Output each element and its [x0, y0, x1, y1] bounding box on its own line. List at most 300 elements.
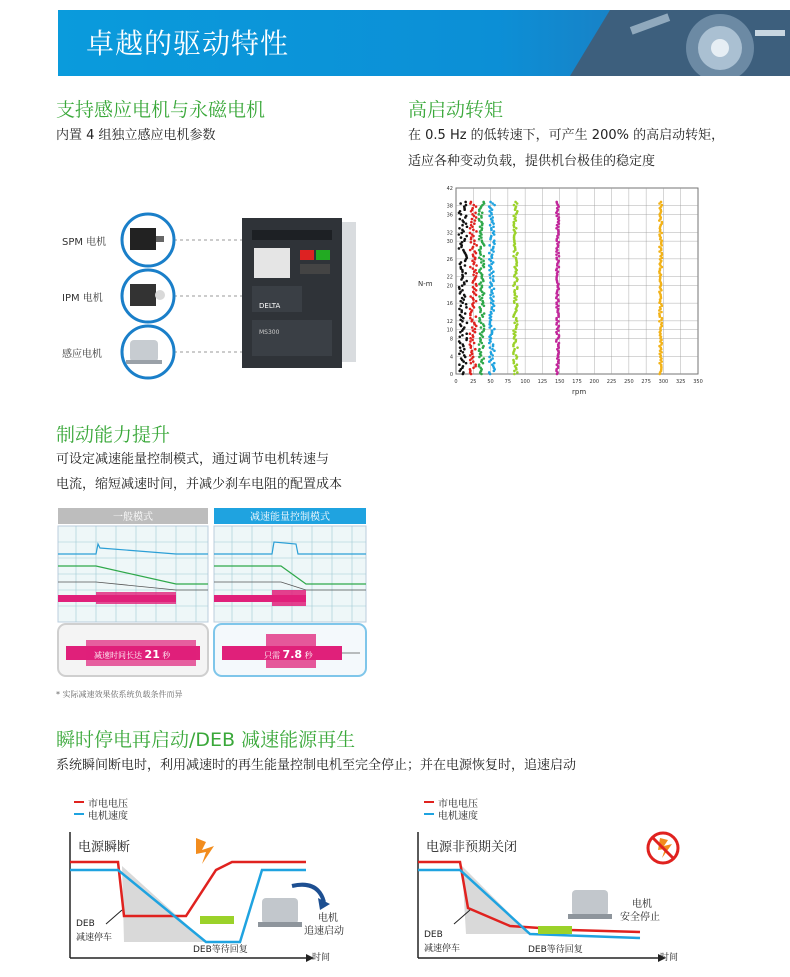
deb-wait-bar [538, 926, 572, 934]
y-tick-label: 10 [446, 327, 453, 334]
data-point [515, 317, 518, 320]
data-point [512, 255, 515, 258]
stop-label-line1: 电机 [632, 899, 652, 910]
left-deb-wait-label: DEB等待回复 [193, 945, 248, 955]
x-tick-label: 50 [487, 379, 494, 385]
torque-section-title: 高启动转矩 [408, 99, 504, 121]
data-point [459, 318, 462, 321]
data-point [464, 201, 467, 204]
data-point [458, 336, 461, 339]
x-tick-labels [454, 379, 702, 385]
data-point [478, 213, 481, 216]
data-point [464, 264, 467, 267]
data-point [472, 204, 475, 207]
y-axis-label: N-m [418, 280, 433, 288]
data-point [462, 343, 465, 346]
data-point [459, 349, 462, 352]
data-point [480, 281, 483, 284]
data-point [465, 362, 468, 365]
data-point [458, 363, 461, 366]
data-point [492, 270, 495, 273]
data-point [474, 348, 477, 351]
data-point [475, 216, 478, 219]
data-point [474, 328, 477, 331]
data-point [474, 219, 477, 222]
data-point [481, 239, 484, 242]
data-point [658, 233, 661, 236]
x-tick-label: 125 [537, 379, 548, 385]
data-point [480, 221, 483, 224]
data-point [465, 280, 468, 283]
data-point [513, 373, 516, 376]
data-point [458, 247, 461, 250]
data-point [489, 201, 492, 204]
energy-callout-text: 只需 7.8 秒 [264, 648, 313, 661]
data-point [481, 314, 484, 317]
data-point [488, 286, 491, 289]
data-point [489, 346, 492, 349]
data-point [473, 239, 476, 242]
restart-label-line2: 追速启动 [304, 926, 344, 937]
data-point [489, 281, 492, 284]
data-point [513, 348, 516, 351]
data-point [661, 322, 664, 325]
data-point [490, 311, 493, 314]
data-point [558, 342, 561, 345]
left-time-label: 时间 [312, 953, 331, 963]
data-point [471, 213, 474, 216]
x-tick-label: 25 [470, 379, 477, 385]
data-point [480, 215, 483, 218]
data-point [470, 362, 473, 365]
data-point [516, 303, 519, 306]
data-point [493, 328, 496, 331]
right-deb-label-line1: DEB [424, 930, 443, 940]
data-point [460, 261, 463, 264]
x-tick-label: 350 [693, 379, 703, 385]
data-point [555, 201, 558, 204]
data-point [493, 287, 496, 290]
data-point [481, 212, 484, 215]
data-point [490, 351, 493, 354]
data-point [471, 218, 474, 221]
data-point [478, 317, 481, 320]
data-point [459, 305, 462, 308]
deb-wait-bar [200, 916, 234, 924]
data-point [463, 348, 466, 351]
data-point [513, 281, 516, 284]
spm-motor-label: SPM 电机 [62, 237, 107, 248]
data-point [459, 314, 462, 317]
y-tick-labels [447, 186, 453, 378]
data-point [469, 308, 472, 311]
data-point [491, 329, 494, 332]
data-point [481, 284, 484, 287]
data-point [469, 343, 472, 346]
motor-stop-icon [568, 890, 612, 919]
x-tick-label: 200 [589, 379, 600, 385]
torque-desc-line1: 在 0.5 Hz 的低转速下，可产生 200% 的高启动转矩， [408, 128, 725, 143]
data-point [488, 252, 491, 255]
data-point [459, 346, 462, 349]
data-point [513, 322, 516, 325]
data-point [471, 260, 474, 263]
data-point [489, 277, 492, 280]
data-point [464, 238, 467, 241]
data-point [492, 246, 495, 249]
data-point [483, 312, 486, 315]
data-point [465, 204, 468, 207]
x-tick-label: 325 [675, 379, 686, 385]
data-point [516, 323, 519, 326]
data-point [558, 255, 561, 258]
data-point [658, 246, 661, 249]
data-point [474, 331, 477, 334]
data-point [459, 323, 462, 326]
data-point [459, 202, 462, 205]
motor-section-title: 支持感应电机与永磁电机 [56, 99, 266, 121]
data-point [478, 295, 481, 298]
data-point [471, 207, 474, 210]
data-point [493, 362, 496, 365]
data-point [469, 332, 472, 335]
y-tick-label: 36 [446, 212, 453, 219]
y-tick-label: 30 [446, 239, 453, 246]
data-point [479, 246, 482, 249]
data-point [460, 309, 463, 312]
induction-motor-label: 感应电机 [62, 349, 102, 360]
data-point [469, 337, 472, 340]
data-point [661, 221, 664, 224]
data-point [461, 224, 464, 227]
data-point [479, 225, 482, 228]
normal-callout-text: 减速时间长达 21 秒 [94, 648, 171, 661]
data-point [512, 329, 515, 332]
drive-model-text: MS300 [259, 329, 280, 336]
data-point [479, 337, 482, 340]
data-point [463, 326, 466, 329]
left-deb-label-line2: 减速停车 [76, 933, 113, 943]
data-point [472, 301, 475, 304]
data-point [481, 297, 484, 300]
data-point [491, 348, 494, 351]
restart-label-line1: 电机 [318, 913, 338, 924]
legend-speed-label-right: 电机速度 [438, 811, 478, 822]
data-point [513, 204, 516, 207]
data-point [466, 337, 469, 340]
data-point [491, 216, 494, 219]
data-point [472, 246, 475, 249]
data-point [478, 218, 481, 221]
data-point [493, 239, 496, 242]
torque-chart [412, 182, 712, 400]
data-point [515, 277, 518, 280]
data-point [490, 301, 493, 304]
data-point [472, 253, 475, 256]
data-point [461, 274, 464, 277]
data-point [516, 210, 519, 213]
data-point [488, 264, 491, 267]
x-tick-label: 225 [606, 379, 617, 385]
data-point [480, 326, 483, 329]
data-point [472, 267, 475, 270]
x-tick-label: 75 [504, 379, 512, 385]
data-point [458, 233, 461, 236]
data-point [465, 235, 468, 238]
data-point [555, 253, 558, 256]
data-point [660, 311, 663, 314]
data-point [475, 315, 478, 318]
data-point [557, 325, 560, 328]
data-point [458, 227, 461, 230]
data-point [475, 244, 478, 247]
data-point [472, 291, 475, 294]
data-point [462, 371, 465, 374]
data-point [488, 244, 491, 247]
data-point [482, 255, 485, 258]
data-point [458, 353, 461, 356]
x-tick-label: 0 [454, 379, 458, 385]
data-point [475, 205, 478, 208]
data-point [480, 267, 483, 270]
x-tick-label: 100 [520, 379, 530, 385]
data-point [481, 300, 484, 303]
data-point [488, 356, 491, 359]
data-point [458, 286, 461, 289]
data-point [473, 222, 476, 225]
y-tick-label: 22 [446, 274, 453, 281]
machine-graphic [570, 10, 790, 76]
data-point [475, 272, 478, 275]
data-point [514, 201, 517, 204]
data-point [478, 363, 481, 366]
data-point [461, 297, 464, 300]
data-point [483, 328, 486, 331]
y-tick-label: 38 [446, 203, 453, 210]
data-point [459, 210, 462, 213]
tab-energy-label: 减速能量控制模式 [250, 512, 330, 523]
data-point [474, 269, 477, 272]
data-point [472, 360, 475, 363]
data-point [474, 250, 477, 253]
data-point [557, 252, 560, 255]
data-point [516, 371, 519, 374]
y-tick-label: 0 [449, 372, 453, 378]
data-point [558, 216, 561, 219]
data-point [469, 368, 472, 371]
deb-section-desc: 系统瞬间断电时，利用减速时的再生能量控制电机至完全停止；并在电源恢复时，追速启动 [56, 758, 577, 773]
data-point [460, 357, 463, 360]
right-deb-wait-label: DEB等待回复 [528, 945, 583, 955]
data-point [491, 306, 494, 309]
data-point [491, 202, 494, 205]
motor-diagram [56, 200, 376, 380]
data-point [469, 232, 472, 235]
data-point [466, 322, 469, 325]
data-point [661, 204, 664, 207]
data-point [470, 201, 473, 204]
ac-drive-unit [242, 218, 356, 368]
data-point [489, 224, 492, 227]
no-power-icon [648, 833, 678, 863]
data-point [458, 340, 461, 343]
data-point [463, 281, 466, 284]
spm-motor-icon [122, 214, 174, 266]
data-point [488, 205, 491, 208]
data-point [490, 289, 493, 292]
data-point [492, 343, 495, 346]
data-point [461, 334, 464, 337]
data-point [516, 286, 519, 289]
data-point [472, 229, 475, 232]
data-point [473, 322, 476, 325]
data-point [475, 300, 478, 303]
torque-desc-line2: 适应各种变动负载，提供机台极佳的稳定度 [408, 154, 656, 169]
data-point [479, 332, 482, 335]
data-point [473, 342, 476, 345]
data-point [471, 349, 474, 352]
data-point [474, 363, 477, 366]
right-time-label: 时间 [660, 953, 679, 963]
y-tick-label: 8 [449, 336, 453, 343]
data-point [492, 261, 495, 264]
normal-mode-graph [58, 526, 208, 622]
data-point [475, 230, 478, 233]
data-point [460, 236, 463, 239]
data-point [469, 266, 472, 269]
data-point [462, 249, 465, 252]
data-point [471, 334, 474, 337]
data-point [470, 221, 473, 224]
legend-speed-label: 电机速度 [88, 811, 128, 822]
data-point [465, 303, 468, 306]
braking-desc-line1: 可设定减速能量控制模式，通过调节电机转速与 [56, 452, 330, 467]
data-point [472, 356, 475, 359]
data-point [459, 218, 462, 221]
data-point [461, 289, 464, 292]
legend-voltage-label: 市电电压 [88, 799, 128, 810]
y-tick-label: 12 [446, 318, 453, 325]
data-point [464, 272, 467, 275]
right-deb-label-line2: 减速停车 [424, 944, 461, 954]
right-diagram-title: 电源非预期关闭 [426, 840, 518, 855]
data-point [489, 297, 492, 300]
x-tick-label: 300 [658, 379, 669, 385]
data-point [478, 343, 481, 346]
data-point [461, 219, 464, 222]
stop-label-line2: 安全停止 [620, 912, 660, 923]
x-tick-label: 150 [554, 379, 565, 385]
data-point [513, 300, 516, 303]
data-point [515, 256, 518, 259]
deb-pointer [106, 910, 122, 924]
x-axis-label: rpm [572, 388, 587, 396]
data-point [492, 275, 495, 278]
data-point [469, 249, 472, 252]
data-point [470, 241, 473, 244]
left-diagram-title: 电源瞬断 [78, 840, 131, 855]
braking-section-title: 制动能力提升 [56, 424, 171, 446]
data-point [482, 201, 485, 204]
data-point [462, 365, 465, 368]
y-tick-label: 20 [446, 283, 453, 290]
data-point [483, 263, 486, 266]
data-point [465, 306, 468, 309]
banner-title: 卓越的驱动特性 [86, 27, 290, 60]
drive-brand-text: DELTA [259, 302, 281, 310]
data-point [472, 274, 475, 277]
motor-section-desc: 内置 4 组独立感应电机参数 [56, 128, 216, 143]
data-point [658, 312, 661, 315]
data-point [488, 258, 491, 261]
data-point [512, 359, 515, 362]
y-tick-label: 26 [446, 256, 453, 263]
data-point [478, 256, 481, 259]
y-tick-label: 16 [446, 301, 453, 308]
braking-desc-line2: 电流，缩短减速时间，并减少刹车电阻的配置成本 [56, 477, 343, 492]
data-point [516, 363, 519, 366]
data-point [469, 340, 472, 343]
data-point [465, 215, 468, 218]
data-point [463, 294, 466, 297]
deb-section-title: 瞬时停电再启动/DEB 减速能源再生 [56, 729, 356, 751]
data-point [491, 253, 494, 256]
data-point [475, 283, 478, 286]
data-point [516, 346, 519, 349]
data-point [516, 252, 519, 255]
data-point [658, 320, 661, 323]
data-point [469, 227, 472, 230]
data-point [465, 332, 468, 335]
data-point [469, 295, 472, 298]
data-point [488, 371, 491, 374]
data-point [470, 224, 473, 227]
data-point [463, 354, 466, 357]
data-point [661, 252, 664, 255]
data-point [472, 286, 475, 289]
left-deb-label-line1: DEB [76, 919, 95, 929]
data-point [492, 225, 495, 228]
data-point [471, 297, 474, 300]
data-point [492, 295, 495, 298]
y-tick-label: 42 [446, 186, 453, 192]
data-point [493, 230, 496, 233]
data-point [512, 221, 515, 224]
data-point [478, 306, 481, 309]
x-tick-label: 250 [624, 379, 634, 385]
data-point [461, 229, 464, 232]
data-point [482, 260, 485, 263]
ipm-motor-label: IPM 电机 [62, 293, 103, 304]
data-point [471, 326, 474, 329]
data-point [488, 210, 491, 213]
braking-footnote: * 实际减速效果依系统负载条件而异 [56, 690, 183, 699]
data-point [478, 238, 481, 241]
data-point [475, 264, 478, 267]
data-point [513, 297, 516, 300]
data-point [480, 261, 483, 264]
data-point [459, 266, 462, 269]
data-point [462, 351, 465, 354]
y-tick-label: 4 [449, 354, 453, 361]
data-point [464, 312, 467, 315]
data-point [458, 308, 461, 311]
data-point [558, 241, 561, 244]
data-point [473, 243, 476, 246]
data-point [490, 235, 493, 238]
data-point [482, 357, 485, 360]
data-point [661, 317, 664, 320]
